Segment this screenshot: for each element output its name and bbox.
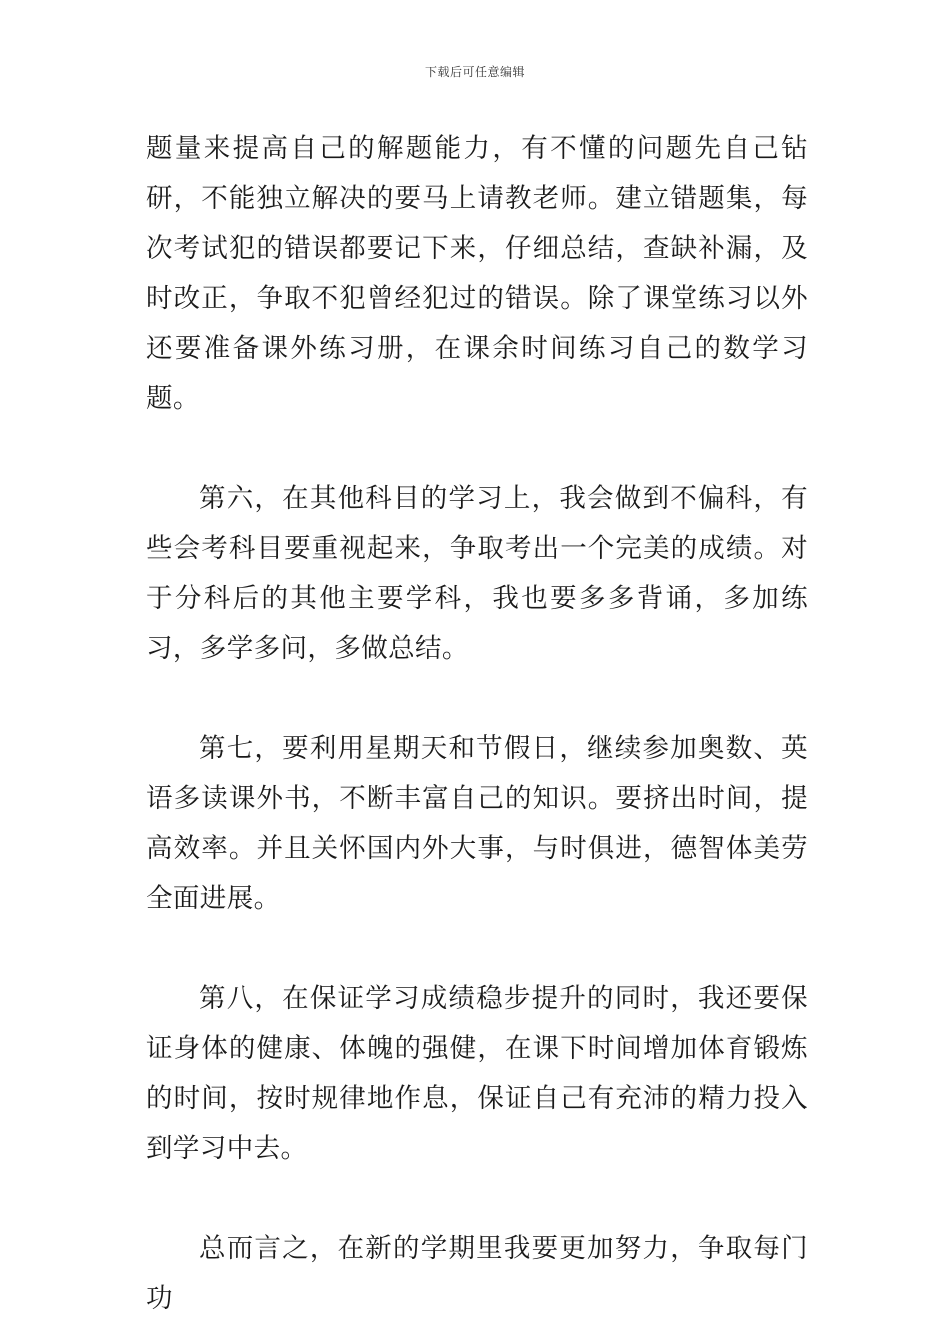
paragraph-gap bbox=[146, 1174, 808, 1224]
page-header: 下载后可任意编辑 bbox=[424, 65, 525, 79]
paragraph-conclusion: 总而言之，在新的学期里我要更加努力，争取每门功 bbox=[146, 1233, 808, 1314]
paragraph-gap bbox=[146, 924, 808, 974]
paragraph-sixth: 第六，在其他科目的学习上，我会做到不偏科，有些会考科目要重视起来，争取考出一个完美的成绩。对于分科后的其他主要学科，我也要多多背诵，多加练习，多学多问，多做总结。 bbox=[146, 483, 808, 664]
paragraph-continued: 题量来提高自己的解题能力，有不懂的问题先自己钻研，不能独立解决的要马上请教老师。建立错题集，每次考试犯的错误都要记下来，仔细总结，查缺补漏，及时改正，争取不犯曾经犯过的错误。除了课堂练习以外还要准备课外练习册，在课余时间练习自己的数学习题。 bbox=[146, 133, 808, 414]
paragraph-eighth: 第八，在保证学习成绩稳步提升的同时，我还要保证身体的健康、体魄的强健，在课下时间增加体育锻炼的时间，按时规律地作息，保证自己有充沛的精力投入到学习中去。 bbox=[146, 983, 808, 1164]
document-body bbox=[146, 124, 808, 1324]
paragraph-gap bbox=[146, 424, 808, 474]
paragraph-gap bbox=[146, 674, 808, 724]
paragraph-seventh: 第七，要利用星期天和节假日，继续参加奥数、英语多读课外书，不断丰富自己的知识。要挤出时间，提高效率。并且关怀国内外大事，与时俱进，德智体美劳全面进展。 bbox=[146, 733, 808, 914]
